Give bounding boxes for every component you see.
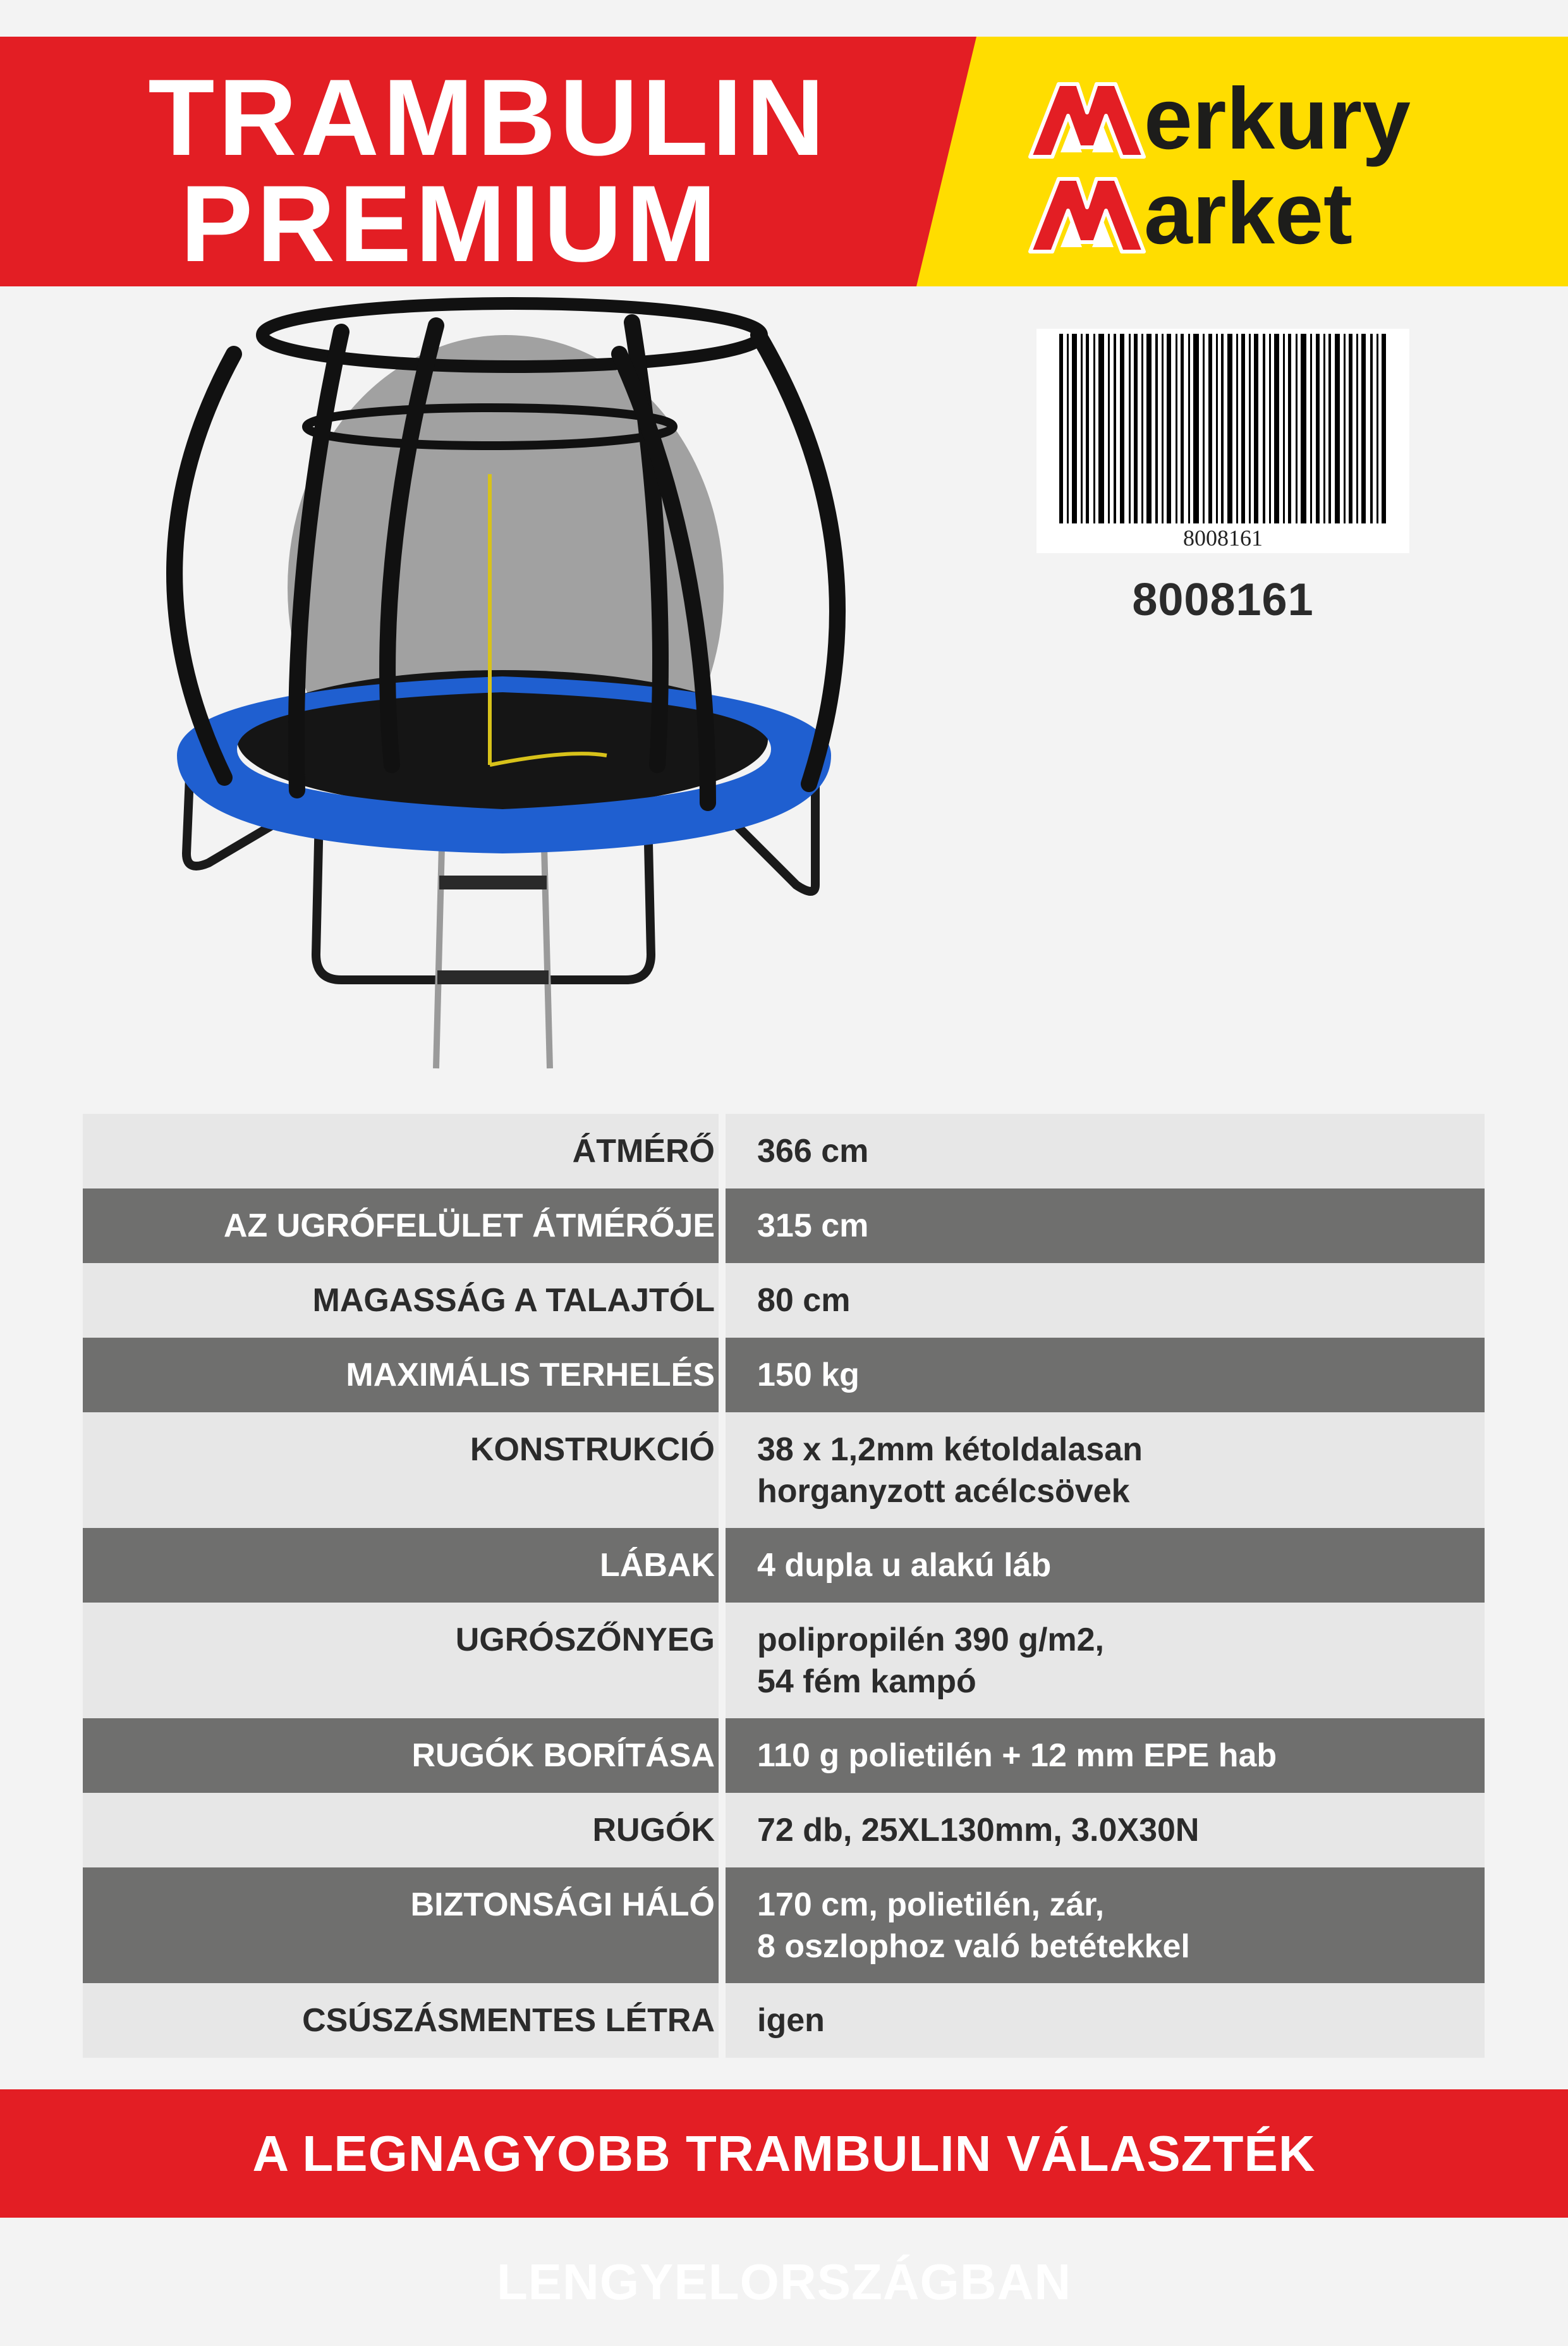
spec-label: UGRÓSZŐNYEG	[455, 1622, 715, 1658]
logo-row-merkury	[1024, 70, 1411, 168]
spec-row	[83, 1412, 1485, 1528]
spec-divider	[719, 1338, 726, 1412]
spec-label: MAGASSÁG A TALAJTÓL	[312, 1282, 715, 1319]
logo-text-merkury: erkury	[1144, 70, 1411, 168]
logo-row-market	[1024, 165, 1352, 262]
spec-divider	[719, 1983, 726, 2058]
logo-m-icon	[1024, 173, 1150, 255]
spec-row	[83, 1603, 1485, 1718]
merkury-market-logo	[1024, 70, 1504, 264]
product-title-line-1: TRAMBULIN	[148, 57, 829, 178]
spec-value: 315 cm	[757, 1207, 869, 1244]
spec-value: 80 cm	[757, 1282, 851, 1319]
sku-number: 8008161	[1132, 575, 1314, 625]
spec-value: 72 db, 25XL130mm, 3.0X30N	[757, 1812, 1200, 1848]
header-red-panel	[0, 37, 976, 286]
spec-value: 150 kg	[757, 1357, 860, 1393]
spec-label: RUGÓK	[592, 1812, 715, 1848]
spec-row	[83, 1983, 1485, 2058]
spec-value-line-2: horganyzott acélcsövek	[757, 1473, 1130, 1510]
spec-label: KONSTRUKCIÓ	[470, 1431, 715, 1468]
spec-value: igen	[757, 2002, 825, 2039]
spec-value	[757, 1867, 1190, 1967]
spec-row	[83, 1263, 1485, 1338]
spec-value: 366 cm	[757, 1133, 869, 1170]
logo-text-market: arket	[1144, 165, 1352, 262]
barcode	[1036, 329, 1409, 553]
spec-value-line-1: 38 x 1,2mm kétoldalasan	[757, 1431, 1143, 1468]
spec-divider	[719, 1114, 726, 1188]
spec-value	[757, 1412, 1143, 1512]
spec-divider	[719, 1412, 726, 1528]
barcode-digits: 8008161	[1183, 525, 1263, 551]
spec-value	[757, 1603, 1104, 1702]
spec-divider	[719, 1263, 726, 1338]
barcode-bars-icon	[1059, 334, 1388, 523]
spec-label: AZ UGRÓFELÜLET ÁTMÉRŐJE	[223, 1207, 715, 1244]
footer-banner	[0, 2089, 1568, 2310]
spec-value-line-1: polipropilén 390 g/m2,	[757, 1622, 1104, 1658]
spec-table	[83, 1114, 1485, 2058]
spec-row	[83, 1793, 1485, 1867]
spec-label: LÁBAK	[600, 1547, 715, 1584]
spec-value-line-1: 170 cm, polietilén, zár,	[757, 1886, 1105, 1923]
product-title-line-2: PREMIUM	[180, 163, 720, 284]
spec-row	[83, 1718, 1485, 1793]
spec-row	[83, 1338, 1485, 1412]
spec-label: ÁTMÉRŐ	[572, 1133, 715, 1170]
spec-label: MAXIMÁLIS TERHELÉS	[346, 1357, 715, 1393]
spec-label: BIZTONSÁGI HÁLÓ	[410, 1886, 715, 1923]
spec-row	[83, 1867, 1485, 1983]
footer-slogan: A LEGNAGYOBB TRAMBULIN VÁLASZTÉK LENGYELORSZÁGBAN	[252, 2125, 1316, 2310]
spec-divider	[719, 1528, 726, 1603]
spec-divider	[719, 1603, 726, 1718]
header-banner	[0, 37, 1568, 286]
spec-value: 4 dupla u alakú láb	[757, 1547, 1052, 1584]
spec-value-line-2: 54 fém kampó	[757, 1663, 976, 1700]
logo-m-icon	[1024, 78, 1150, 160]
spec-value: 110 g polietilén + 12 mm EPE hab	[757, 1737, 1277, 1774]
spec-value-line-2: 8 oszlophoz való betétekkel	[757, 1928, 1190, 1965]
trampoline-icon	[126, 297, 923, 1094]
spec-row	[83, 1188, 1485, 1263]
spec-divider	[719, 1188, 726, 1263]
spec-row	[83, 1114, 1485, 1188]
spec-label: RUGÓK BORÍTÁSA	[411, 1737, 715, 1774]
spec-row	[83, 1528, 1485, 1603]
spec-divider	[719, 1718, 726, 1793]
spec-divider	[719, 1793, 726, 1867]
spec-label: CSÚSZÁSMENTES LÉTRA	[302, 2002, 715, 2039]
spec-divider	[719, 1867, 726, 1983]
